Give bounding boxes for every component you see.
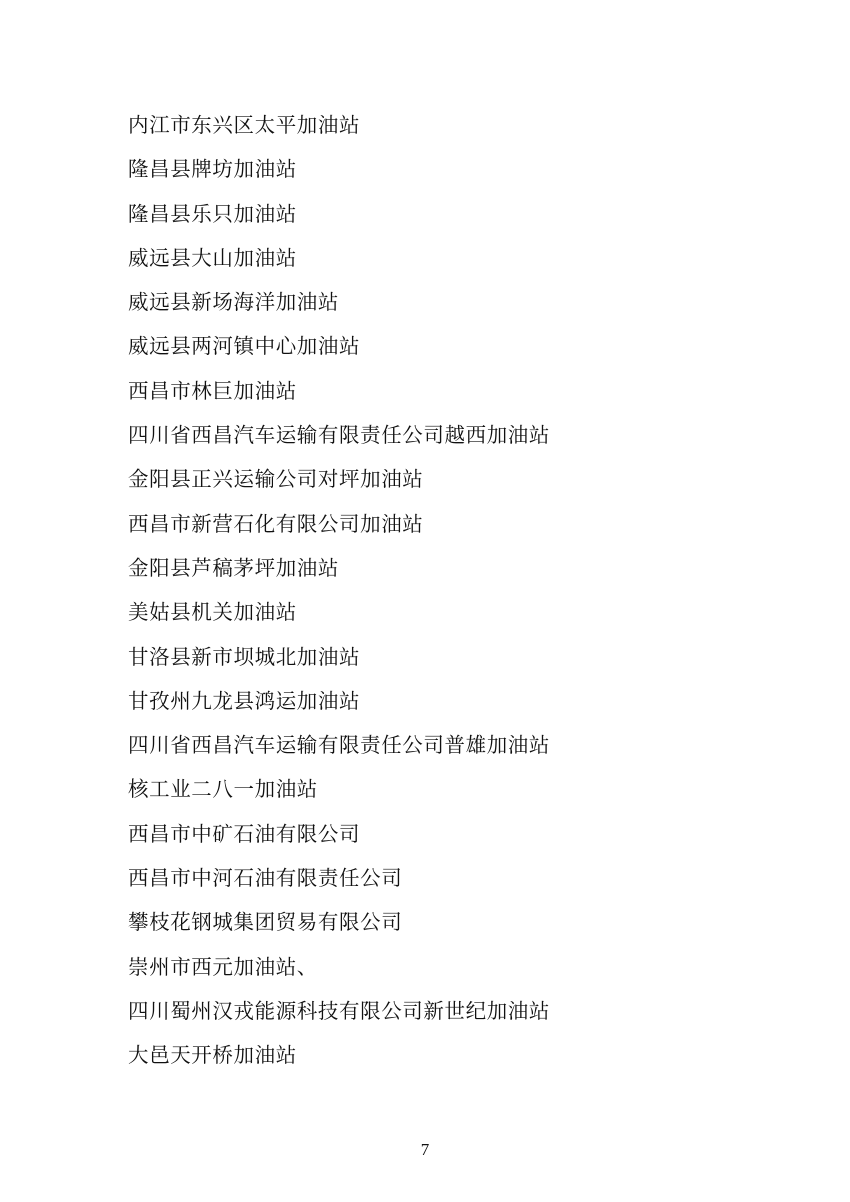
list-item: 金阳县芦稿茅坪加油站 — [128, 557, 339, 580]
list-item: 崇州市西元加油站、 — [128, 956, 318, 979]
list-item: 西昌市林巨加油站 — [128, 380, 297, 403]
list-item: 核工业二八一加油站 — [128, 779, 318, 802]
list-item: 四川蜀州汉戎能源科技有限公司新世纪加油站 — [128, 1000, 550, 1023]
list-item: 威远县新场海洋加油站 — [128, 292, 339, 315]
list-item: 隆昌县牌坊加油站 — [128, 159, 297, 182]
list-item: 西昌市中矿石油有限公司 — [128, 823, 361, 846]
list-item: 西昌市中河石油有限责任公司 — [128, 868, 403, 891]
list-item: 甘洛县新市坝城北加油站 — [128, 646, 361, 669]
list-item: 四川省西昌汽车运输有限责任公司普雄加油站 — [128, 735, 550, 758]
list-item: 西昌市新营石化有限公司加油站 — [128, 513, 424, 536]
list-item: 内江市东兴区太平加油站 — [128, 115, 361, 137]
list-item: 攀枝花钢城集团贸易有限公司 — [128, 912, 403, 935]
list-item: 大邑天开桥加油站 — [128, 1045, 297, 1068]
list-item: 威远县两河镇中心加油站 — [128, 336, 361, 359]
list-item: 金阳县正兴运输公司对坪加油站 — [128, 469, 424, 492]
list-item: 隆昌县乐只加油站 — [128, 203, 297, 226]
page-number: 7 — [420, 1140, 430, 1159]
document-body — [120, 104, 730, 1079]
list-item: 美姑县机关加油站 — [128, 602, 297, 625]
list-item: 甘孜州九龙县鸿运加油站 — [128, 690, 361, 713]
list-item: 威远县大山加油站 — [128, 247, 297, 270]
list-item: 四川省西昌汽车运输有限责任公司越西加油站 — [128, 425, 550, 448]
